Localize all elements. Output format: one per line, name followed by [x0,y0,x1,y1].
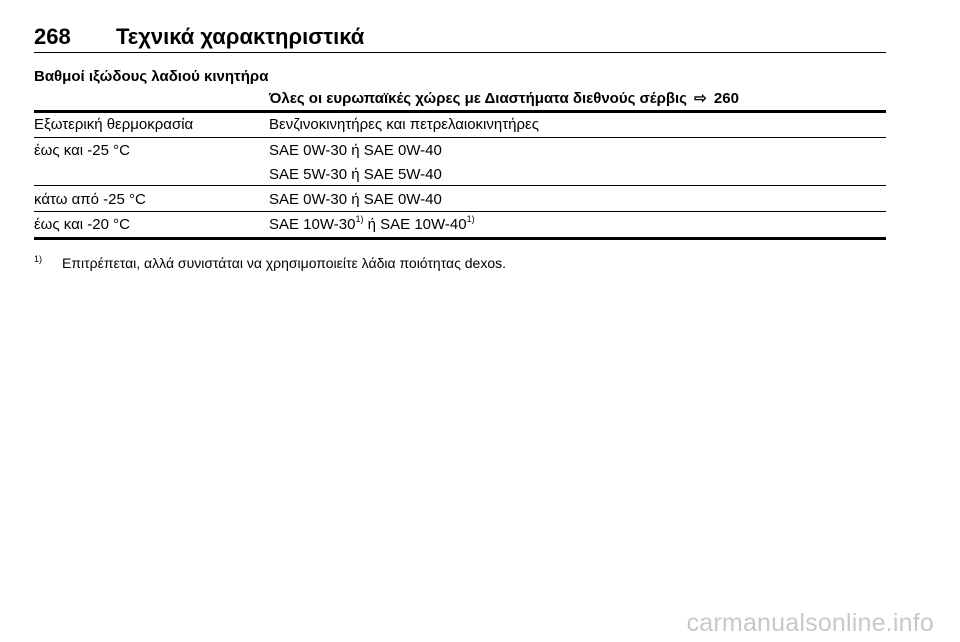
table-caption [269,89,739,107]
table-row-rule [34,185,886,186]
arrow-reference-icon: ⇨ [694,90,707,107]
table-top-rule [34,110,886,113]
table-bottom-rule [34,237,886,240]
page-number: 268 [34,24,71,49]
table-row-2-temperature: κάτω από -25 °C [34,191,146,208]
table-header-rule [34,137,886,138]
table-row-rule [34,211,886,212]
table-caption-text: Όλες οι ευρωπαϊκές χώρες με Διαστήματα διεθνούς σέρβις [269,90,687,107]
table-row-3-grade-a: SAE 10W-30 [269,216,356,233]
table-row-1-grade-1: SAE 0W-30 ή SAE 0W-40 [269,142,442,159]
footnote-text: Επιτρέπεται, αλλά συνιστάται να χρησιμοποιείτε λάδια ποιότητας dexos. [62,255,507,271]
table-row-2-grade-1: SAE 0W-30 ή SAE 0W-40 [269,191,442,208]
page-header [34,22,886,53]
table-row-3-grade-b: SAE 10W-40 [380,216,467,233]
table-row-1-grade-2: SAE 5W-30 ή SAE 5W-40 [269,166,442,183]
table-header-temperature: Εξωτερική θερμοκρασία [34,116,194,133]
section-title: Βαθμοί ιξώδους λαδιού κινητήρα [34,68,269,85]
table-row-1-temperature: έως και -25 °C [34,142,130,159]
footnote-ref: 1) [355,214,364,224]
watermark: carmanualsonline.info [686,609,934,637]
page-title: Τεχνικά χαρακτηριστικά [116,24,365,49]
footnote-mark: 1) [34,254,43,264]
table-row-3-temperature: έως και -20 °C [34,216,130,233]
grade-connector: ή [367,216,376,233]
table-row-3-grades [269,216,475,233]
table-header-engines: Βενζινοκινητήρες και πετρελαιοκινητήρες [269,116,539,133]
footnote-ref: 1) [466,214,475,224]
table-caption-page-link[interactable]: 260 [713,90,739,107]
